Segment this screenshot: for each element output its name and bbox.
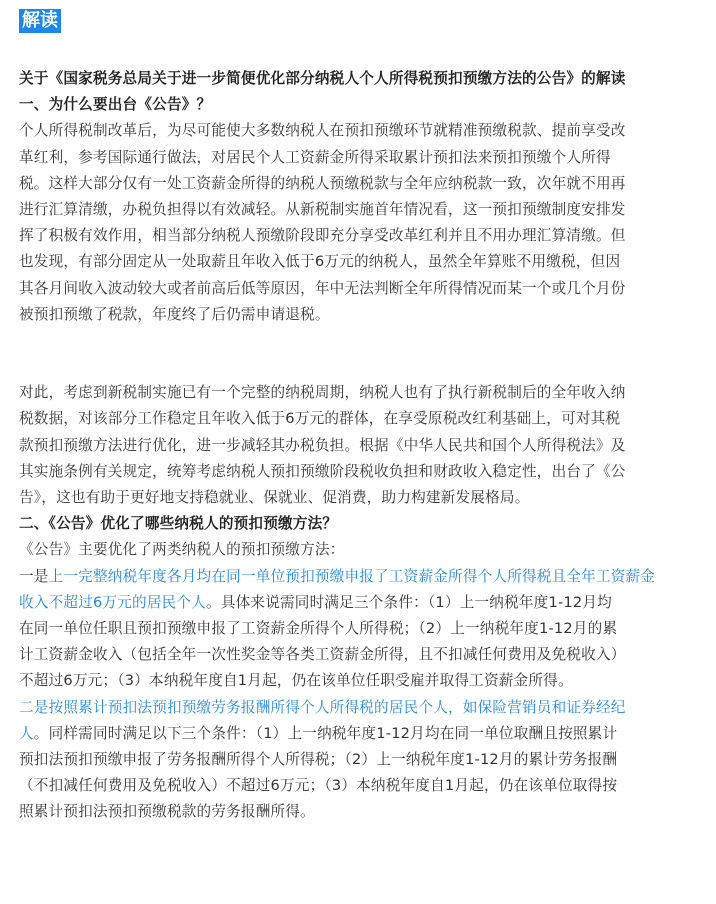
text-line: 计工资薪金收入（包括全年一次性奖金等各类工资薪金所得，且不扣减任何费用及免税收入）: [19, 646, 626, 664]
section1-paragraph-2: [19, 380, 695, 511]
section1-heading: 一、为什么要出台《公告》？: [19, 96, 212, 114]
text-line: 进行汇算清缴，办税负担得以有效减轻。从新税制实施首年情况看，这一预扣预缴制度安排发: [19, 200, 626, 218]
text-line: 其各月间收入波动较大或者前高后低等原因，年中无法判断全年所得情况而某一个或几个月份: [19, 279, 626, 297]
text-line: 预扣法预扣预缴申报了劳务报酬所得个人所得税；（2）上一纳税年度1-12月的累计劳务报酬: [19, 750, 618, 768]
highlighted-text: 按照累计预扣法预扣预缴劳务报酬所得个人所得税的居民个人，如保险营销员和证券经纪: [48, 698, 626, 716]
text-line: [19, 721, 695, 747]
highlighted-text: 上一完整纳税年度各月均在同一单位预扣预缴申报了工资薪金所得个人所得税且全年工资薪金: [48, 567, 656, 585]
text-line: 挥了积极有效作用，相当部分纳税人预缴阶段即充分享受改革红利并且不用办理汇算清缴。但: [19, 227, 626, 245]
article-body: [19, 66, 695, 825]
item-lead: 二是: [19, 698, 49, 716]
section-badge: 解读: [19, 9, 61, 33]
section2-item-2: [19, 695, 695, 826]
text-line: 对此，考虑到新税制实施已有一个完整的纳税周期，纳税人也有了执行新税制后的全年收入纳: [19, 384, 626, 402]
text-line: 不超过6万元；（3）本纳税年度自1月起，仍在该单位任职受雇并取得工资薪金所得。: [19, 672, 573, 690]
highlighted-text: 收入不超过6万元的居民个人: [19, 593, 207, 611]
section1-paragraph-1: [19, 118, 695, 328]
text-line: 也发现，有部分固定从一处取薪且年收入低于6万元的纳税人，虽然全年算账不用缴税，但因: [19, 253, 621, 271]
text-line: 个人所得税制改革后，为尽可能使大多数纳税人在预扣预缴环节就精准预缴税款、提前享受改: [19, 122, 626, 140]
text-line: 税。这样大部分仅有一处工资薪金所得的纳税人预缴税款与全年应纳税款一致，次年就不用再: [19, 174, 626, 192]
text-line: [19, 564, 695, 590]
text-line: [19, 695, 695, 721]
text-line: 其实施条例有关规定，统筹考虑纳税人预扣预缴阶段税收负担和财政收入稳定性，出台了《公: [19, 462, 626, 480]
paragraph-spacer: [19, 354, 695, 380]
text-line: 款预扣预缴方法进行优化，进一步减轻其办税负担。根据《中华人民共和国个人所得税法》及: [19, 436, 626, 454]
article-title: 关于《国家税务总局关于进一步简便优化部分纳税人个人所得税预扣预缴方法的公告》的解读: [19, 70, 626, 87]
text-line: 照累计预扣法预扣预缴税款的劳务报酬所得。: [19, 803, 315, 821]
section2-intro: 《公告》主要优化了两类纳税人的预扣预缴方法：: [19, 541, 345, 559]
highlighted-text: 人: [19, 724, 34, 742]
text-line: （不扣减任何费用及免税收入）不超过6万元；（3）本纳税年度自1月起，仍在该单位取得按: [19, 777, 618, 795]
paragraph-spacer: [19, 328, 695, 354]
text-line: 告》，这也有助于更好地支持稳就业、保就业、促消费，助力构建新发展格局。: [19, 489, 530, 506]
text-line: 革红利，参考国际通行做法，对居民个人工资薪金所得采取累计预扣法来预扣预缴个人所得: [19, 148, 611, 166]
text-line: 被预扣预缴了税款，年度终了后仍需申请退税。: [19, 305, 330, 323]
text-line: 税数据，对该部分工作稳定且年收入低于6万元的群体，在享受原税改红利基础上，可对其税: [19, 410, 621, 428]
plain-text: 。同样需同时满足以下三个条件：（1）上一纳税年度1-12月均在同一单位取酬且按照累计: [33, 724, 618, 742]
text-line: [19, 590, 695, 616]
text-line: 在同一单位任职且预扣预缴申报了工资薪金所得个人所得税；（2）上一纳税年度1-12月的累: [19, 619, 618, 637]
item-lead: 一是: [19, 567, 49, 585]
plain-text: 。具体来说需同时满足三个条件：（1）上一纳税年度1-12月均: [206, 593, 612, 611]
section2-heading: 二、《公告》优化了哪些纳税人的预扣预缴方法？: [19, 515, 338, 533]
section2-item-1: [19, 564, 695, 695]
